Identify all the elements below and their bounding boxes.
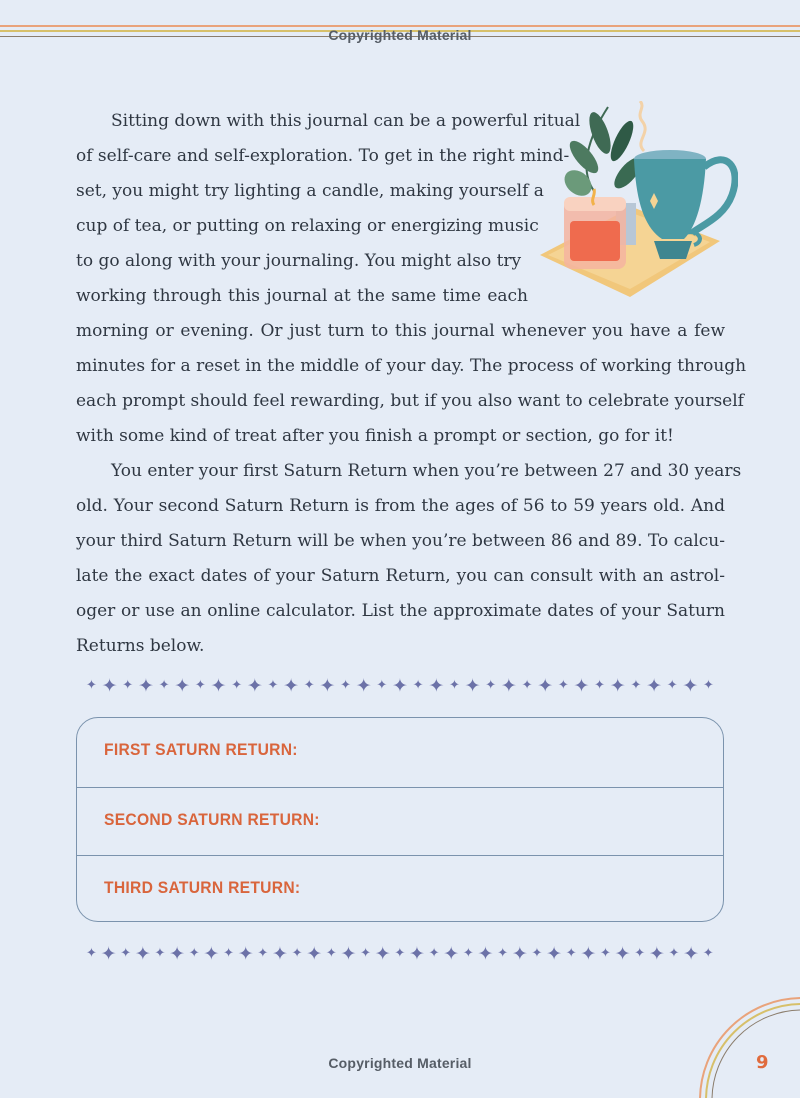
paragraph-line: with some kind of treat after you finish a prompt or section, go for it! <box>76 426 674 446</box>
header-copyright: Copyrighted Material <box>328 27 472 43</box>
star-icon: ✦ <box>237 943 254 965</box>
star-icon: ✦ <box>210 675 227 697</box>
paragraph-line: oger or use an online calculator. List the approximate dates of your Saturn <box>76 601 725 621</box>
paragraph-line: Sitting down with this journal can be a powerful ritual <box>111 111 581 131</box>
star-icon: ✦ <box>500 675 517 697</box>
star-icon: ✦ <box>580 943 597 965</box>
star-icon: ✦ <box>283 675 300 697</box>
star-icon: ✦ <box>497 946 509 961</box>
star-icon: ✦ <box>702 946 714 961</box>
first-return-field[interactable] <box>77 718 723 787</box>
star-icon: ✦ <box>188 946 200 961</box>
star-icon: ✦ <box>412 678 424 693</box>
star-icon: ✦ <box>267 678 279 693</box>
star-icon: ✦ <box>257 946 269 961</box>
star-icon: ✦ <box>443 943 460 965</box>
paragraph-line: to go along with your journaling. You might also try <box>76 251 522 271</box>
star-icon: ✦ <box>409 943 425 965</box>
star-icon: ✦ <box>485 678 497 693</box>
second-return-label: SECOND SATURN RETURN: <box>104 809 320 829</box>
first-return-label: FIRST SATURN RETURN: <box>104 740 298 759</box>
saturn-return-table <box>76 717 724 922</box>
star-icon: ✦ <box>340 678 351 693</box>
star-icon: ✦ <box>537 675 554 697</box>
star-icon: ✦ <box>546 943 562 965</box>
star-icon: ✦ <box>477 943 494 965</box>
star-divider-top <box>86 676 714 696</box>
star-icon: ✦ <box>120 946 132 961</box>
star-icon: ✦ <box>462 946 474 961</box>
corner-rainbow-arcs <box>690 988 800 1098</box>
paragraph-line: each prompt should feel rewarding, but if you also want to celebrate yourself <box>76 391 744 411</box>
paragraph-line: late the exact dates of your Saturn Return, you can consult with an astrol- <box>76 566 725 586</box>
star-icon: ✦ <box>231 678 243 693</box>
footer-copyright: Copyrighted Material <box>328 1055 472 1071</box>
star-icon: ✦ <box>271 943 288 965</box>
paragraph-line: Returns below. <box>76 636 205 656</box>
paragraph-saturn-return <box>76 454 742 664</box>
star-icon: ✦ <box>340 943 357 965</box>
paragraph-line: morning or evening. Or just turn to this journal whenever you have a few <box>76 321 725 341</box>
star-icon: ✦ <box>521 678 533 693</box>
star-icon: ✦ <box>303 678 315 693</box>
page-number: 9 <box>756 1052 769 1073</box>
star-icon: ✦ <box>374 943 391 965</box>
star-icon: ✦ <box>609 675 626 697</box>
star-icon: ✦ <box>634 946 646 961</box>
star-icon: ✦ <box>531 946 543 961</box>
star-icon: ✦ <box>394 946 406 961</box>
star-icon: ✦ <box>154 946 166 961</box>
star-icon: ✦ <box>668 946 680 961</box>
star-icon: ✦ <box>511 943 528 965</box>
star-icon: ✦ <box>246 675 263 697</box>
star-icon: ✦ <box>134 943 151 965</box>
third-return-field[interactable] <box>77 855 723 922</box>
paragraph-line: set, you might try lighting a candle, making yourself a <box>76 181 544 201</box>
star-icon: ✦ <box>325 946 337 961</box>
paragraph-ritual <box>76 104 747 454</box>
star-icon: ✦ <box>355 675 372 697</box>
star-icon: ✦ <box>223 946 234 961</box>
star-icon: ✦ <box>648 943 665 965</box>
paragraph-line: minutes for a reset in the middle of your day. The process of working through <box>76 356 747 376</box>
star-icon: ✦ <box>169 943 186 965</box>
star-icon: ✦ <box>448 678 460 693</box>
star-icon: ✦ <box>428 946 440 961</box>
star-icon: ✦ <box>194 678 206 693</box>
star-icon: ✦ <box>573 675 590 697</box>
star-icon: ✦ <box>599 946 611 961</box>
star-icon: ✦ <box>86 678 97 693</box>
paragraph-line: working through this journal at the same time each <box>76 286 528 306</box>
star-icon: ✦ <box>101 675 118 697</box>
star-icon: ✦ <box>557 678 569 693</box>
star-icon: ✦ <box>646 675 663 697</box>
paragraph-line: old. Your second Saturn Return is from the ages of 56 to 59 years old. And <box>76 496 725 516</box>
paragraph-line: cup of tea, or putting on relaxing or energizing music <box>76 216 539 236</box>
star-icon: ✦ <box>203 943 220 965</box>
star-icon: ✦ <box>100 943 117 965</box>
star-icon: ✦ <box>137 675 154 697</box>
star-icon: ✦ <box>306 943 323 965</box>
paragraph-line: of self-care and self-exploration. To get in the right mind- <box>76 146 570 166</box>
star-icon: ✦ <box>86 946 97 961</box>
paragraph-line: your third Saturn Return will be when you’re between 86 and 89. To calcu- <box>76 531 725 551</box>
second-return-field[interactable] <box>77 787 723 856</box>
star-icon: ✦ <box>614 943 631 965</box>
star-icon: ✦ <box>630 678 642 693</box>
body-text <box>76 104 747 664</box>
star-icon: ✦ <box>360 946 372 961</box>
star-icon: ✦ <box>682 675 699 697</box>
star-icon: ✦ <box>319 675 336 697</box>
star-icon: ✦ <box>392 675 408 697</box>
star-icon: ✦ <box>158 678 170 693</box>
star-icon: ✦ <box>565 946 577 961</box>
paragraph-line: You enter your first Saturn Return when you’re between 27 and 30 years <box>111 461 742 481</box>
third-return-label: THIRD SATURN RETURN: <box>104 878 301 897</box>
star-icon: ✦ <box>683 943 700 965</box>
star-icon: ✦ <box>376 678 388 693</box>
star-icon: ✦ <box>666 678 678 693</box>
star-icon: ✦ <box>594 678 606 693</box>
star-icon: ✦ <box>174 675 191 697</box>
star-icon: ✦ <box>291 946 303 961</box>
star-divider-bottom <box>86 944 714 964</box>
star-icon: ✦ <box>703 678 714 693</box>
star-icon: ✦ <box>122 678 134 693</box>
star-icon: ✦ <box>428 675 445 697</box>
star-icon: ✦ <box>464 675 481 697</box>
